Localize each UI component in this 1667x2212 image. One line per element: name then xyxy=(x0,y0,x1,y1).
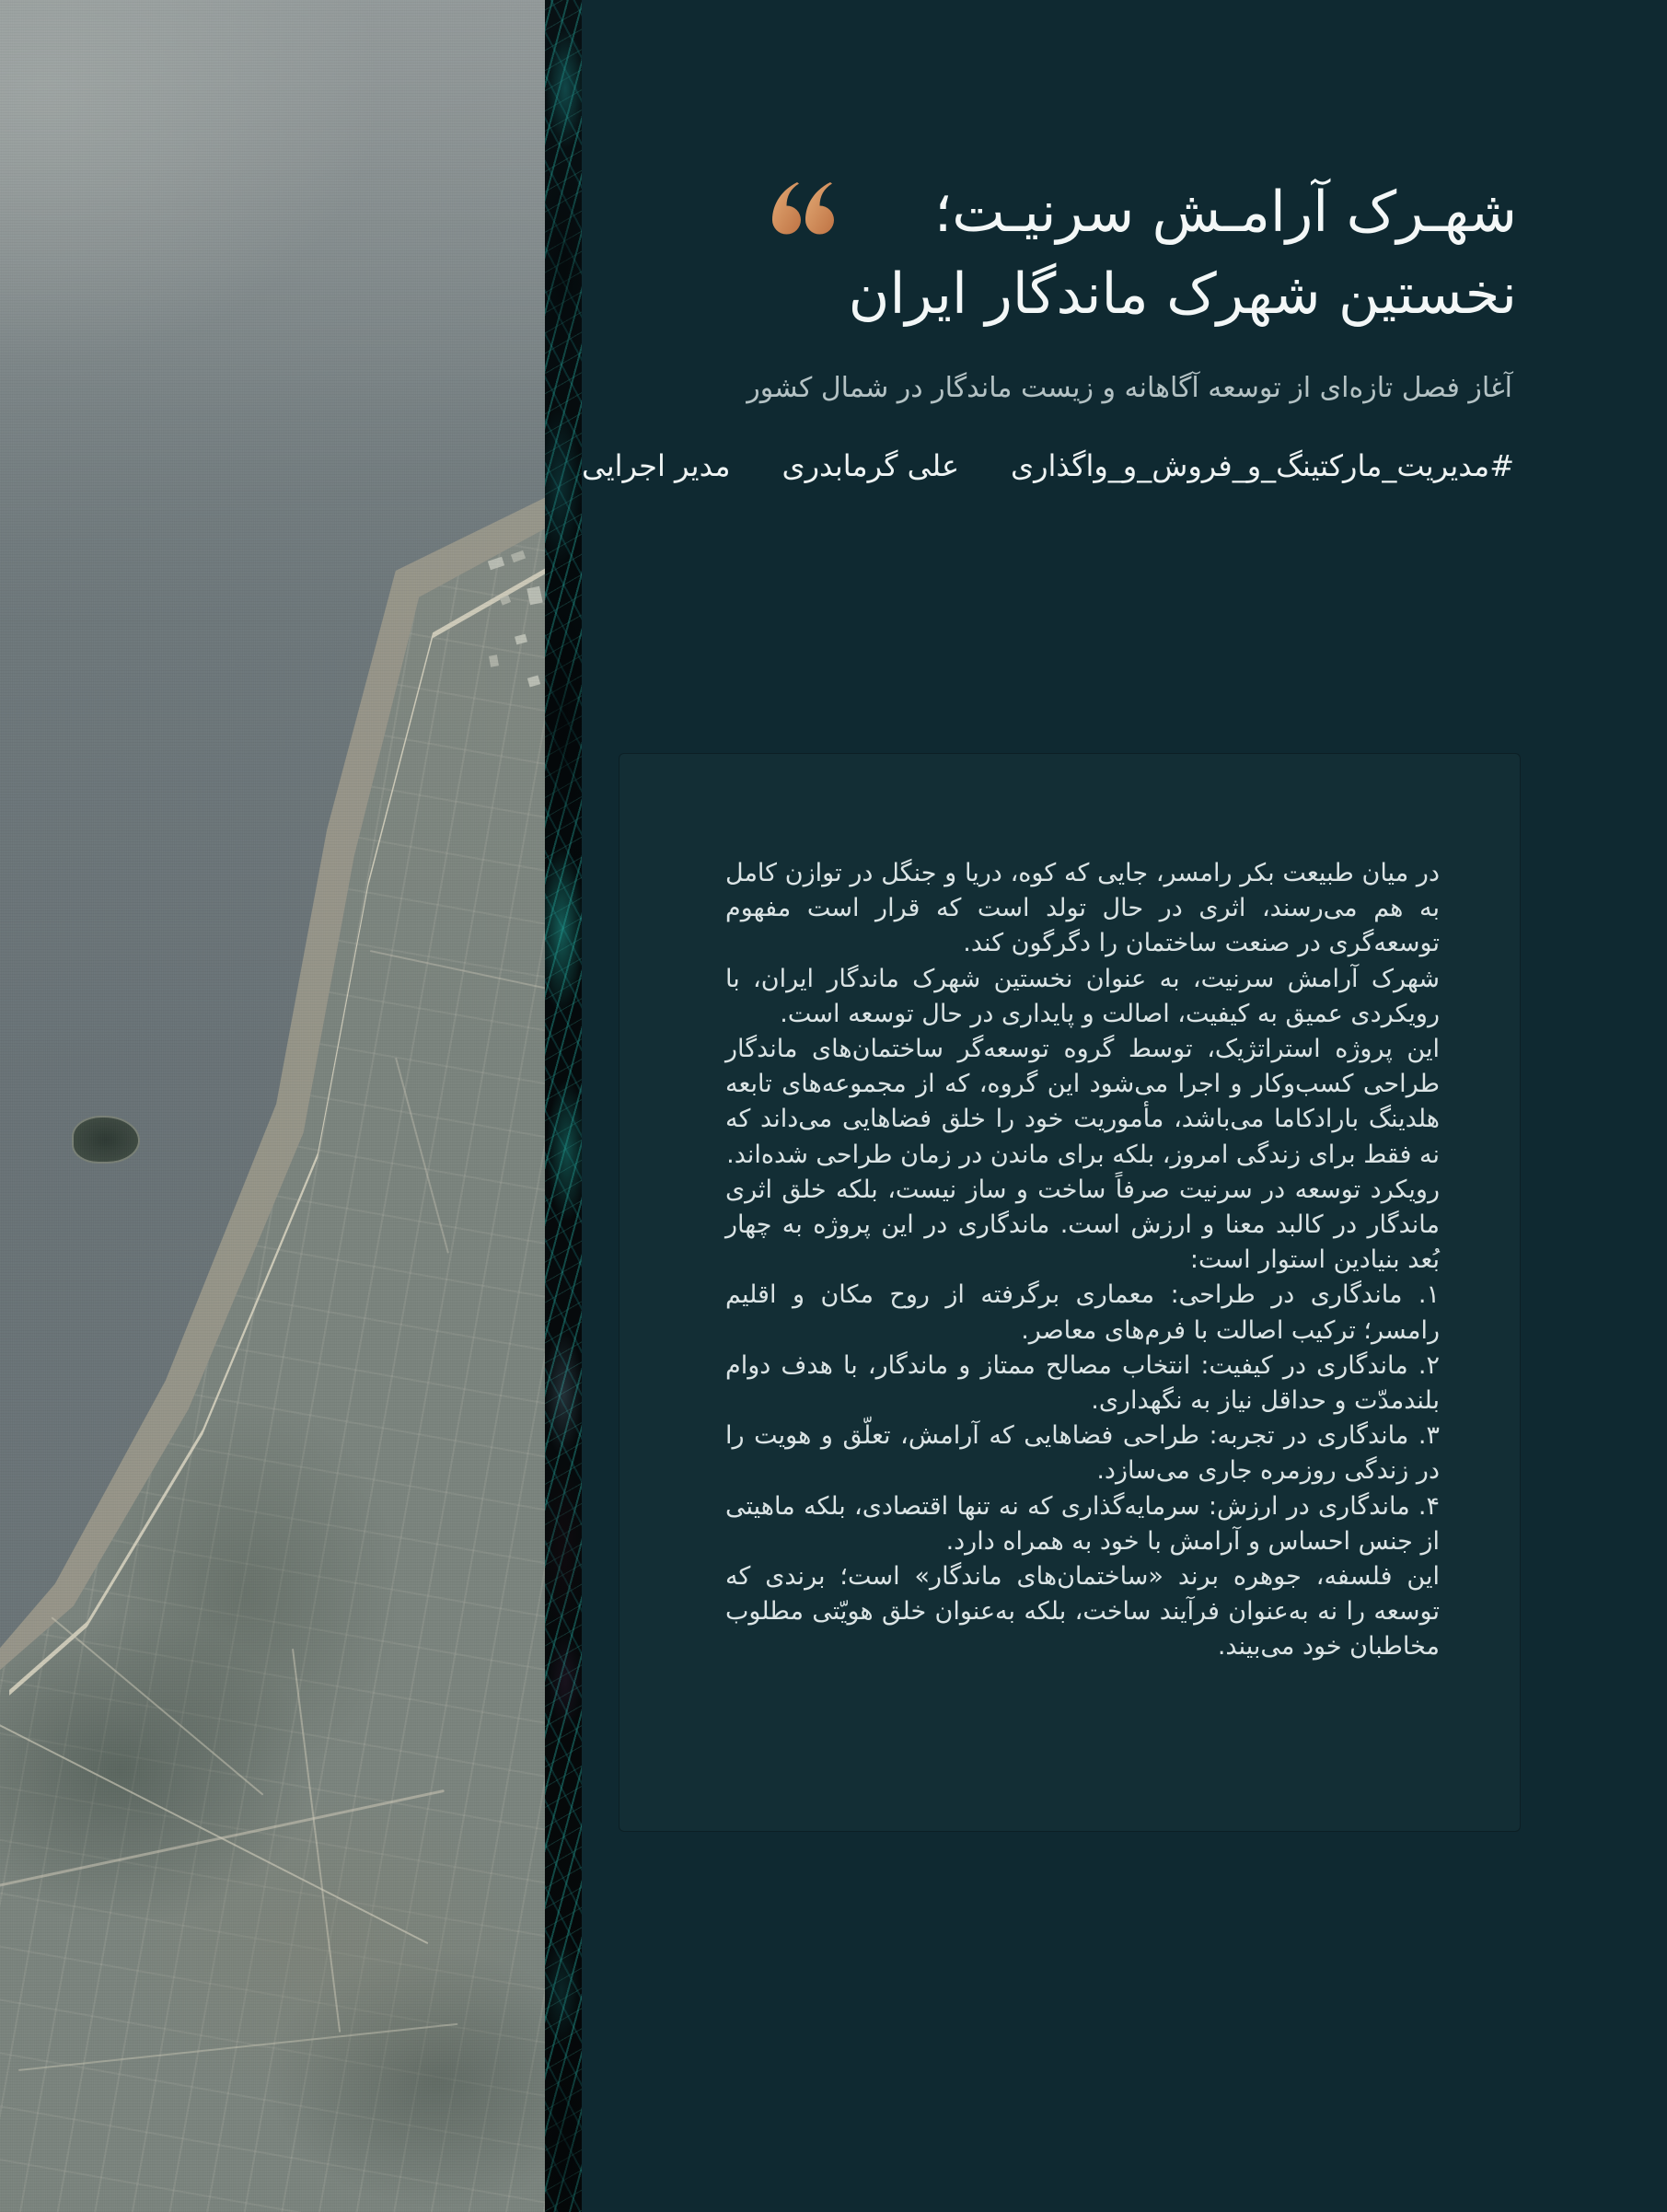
paragraph: ۱. ماندگاری در طراحی: معماری برگرفته از روح مکان و اقلیم رامسر؛ ترکیب اصالت با فرم‌های معاصر. xyxy=(725,1280,1440,1345)
quote-icon xyxy=(770,180,838,247)
paragraph: در میان طبیعت بکر رامسر، جایی که کوه، دریا و جنگل در توازن کامل به هم می‌رسند، اثری در حال تولد است که قرار است مفهوم توسعه‌گری در صنعت ساختمان را دگرگون کند. xyxy=(725,859,1440,958)
subtitle: آغاز فصل تازه‌ای از توسعه آگاهانه و زیست ماندگار در شمال کشور xyxy=(747,372,1512,404)
content-panel xyxy=(582,0,1667,2212)
photo-grain xyxy=(0,0,545,2212)
fern-divider-strip xyxy=(545,0,582,2212)
hashtag: #مدیریت_مارکتینگ_و_فروش_و_واگذاری xyxy=(1011,448,1514,483)
byline-row xyxy=(582,446,1514,486)
paragraph: این فلسفه، جوهره برند «ساختمان‌های ماندگار» است؛ برندی که توسعه را نه به‌عنوان فرآیند ساخت، بلکه به‌عنوان خلق هویّتی مطلوب مخاطبان خود می‌بیند. xyxy=(725,1562,1440,1662)
title-line-1: شهـرک آرامـش سرنیـت؛ xyxy=(933,180,1517,245)
paragraph: ۴. ماندگاری در ارزش: سرمایه‌گذاری که نه تنها اقتصادی، بلکه ماهیتی از جنس احساس و آرامش با خود به همراه دارد. xyxy=(725,1491,1440,1556)
paragraph: ۳. ماندگاری در تجربه: طراحی فضاهایی که آرامش، تعلّق و هویت را در زندگی روزمره جاری می‌سازد. xyxy=(725,1421,1440,1486)
author-role: مدیر اجرایی xyxy=(582,448,731,483)
aerial-coastline-photo xyxy=(0,0,545,2212)
article-body xyxy=(725,856,1440,1665)
paragraph: این پروژه استراتژیک، توسط گروه توسعه‌گر ساختمان‌های ماندگار طراحی کسب‌وکار و اجرا می‌شود این گروه، که از مجموعه‌های تابعه هلدینگ بارادکاما می‌باشد، مأموریت خود را خلق فضاهایی می‌داند که نه فقط برای زندگی امروز، بلکه برای ماندن در زمان طراحی شده‌اند. xyxy=(725,1035,1440,1169)
article-panel xyxy=(619,753,1521,1832)
paragraph: ۲. ماندگاری در کیفیت: انتخاب مصالح ممتاز و ماندگار، با هدف دوام بلندمدّت و حداقل نیاز به نگهداری. xyxy=(725,1350,1440,1416)
title-line-2: نخستین شهرک ماندگار ایران xyxy=(848,261,1517,327)
paragraph: رویکرد توسعه در سرنیت صرفاً ساخت و ساز نیست، بلکه خلق اثری ماندگار در کالبد معنا و ارزش است. ماندگاری در این پروژه به چهار بُعد بنیادین استوار است: xyxy=(725,1175,1440,1275)
paragraph: شهرک آرامش سرنیت، به عنوان نخستین شهرک ماندگار ایران، با رویکردی عمیق به کیفیت، اصالت و پایداری در حال توسعه است. xyxy=(725,964,1440,1028)
author-name: علی گرمابدری xyxy=(781,448,960,483)
headline-block xyxy=(849,171,1517,335)
